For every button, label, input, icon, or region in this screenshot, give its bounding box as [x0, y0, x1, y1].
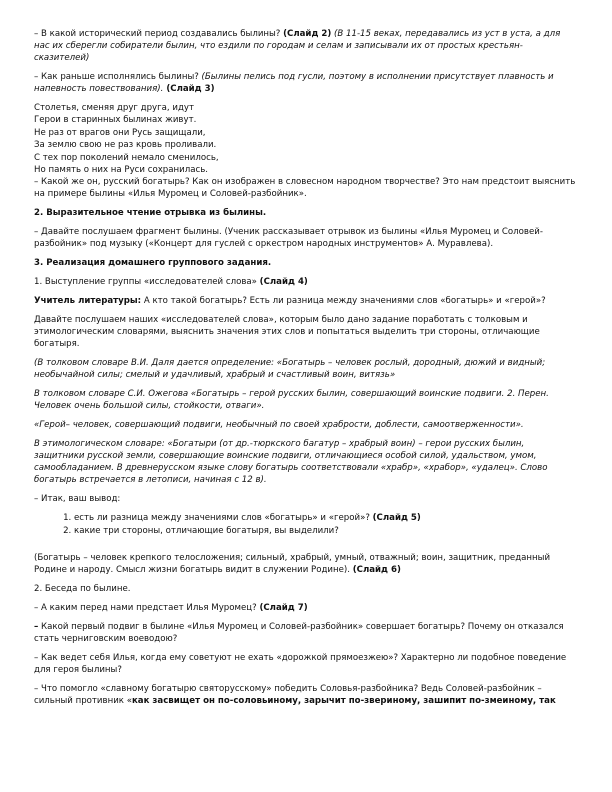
- paragraph-text: 2. Беседа по былине.: [34, 584, 131, 595]
- paragraph-first-feat: [34, 621, 576, 645]
- conclusion-list: [34, 512, 576, 537]
- paragraph-etymology-definition: В этимологическом словаре: «Богатыри (от др.-тюркского багатур – храбрый воин) – герои русских былин, защитники русской земли, совершающие воинские подвиги, отличающиеся особой силой, удальством, умом, самообладанием. В древнерусском языке слову богатырь соответствовали «храбр», «храбор», «удалец». Слово богатырь встречается в летописи, начиная с 12 в).: [34, 439, 548, 486]
- poem-line: С тех пор поколений немало сменилось,: [34, 152, 219, 163]
- list-item: [74, 512, 576, 524]
- paragraph-conclusion: [34, 493, 576, 505]
- paragraph-text: – Что помогло «славному богатырю святорусскому» победить Соловья-разбойника? Ведь Соловей-разбойник – сильный противник «: [34, 684, 542, 707]
- paragraph-text: – Давайте послушаем фрагмент былины. (Ученик рассказывает отрывок из былины «Илья Муромец и Соловей-разбойник» под музыку («Концерт для гуслей с оркестром народных инструментов» А. Муравлева).: [34, 227, 543, 250]
- paragraph-hero-definition: «Герой– человек, совершающий подвиги, необычный по своей храбрости, доблести, самоотверженности».: [34, 420, 524, 431]
- poem-line: За землю свою не раз кровь проливали.: [34, 140, 217, 151]
- paragraph-ilya-question: [34, 602, 576, 614]
- list-item: [74, 525, 576, 537]
- paragraph-text: – Как ведет себя Илья, когда ему советуют не ехать «дорожкой прямоезжею»? Характерно ли подобное поведение для героя былины?: [34, 653, 567, 676]
- poem: [34, 102, 576, 176]
- section-heading-expressive-reading: 2. Выразительное чтение отрывка из былины.: [34, 208, 267, 219]
- paragraph-text: Давайте послушаем наших «исследователей слова», которым было дано задание поработать с толковым и этимологическим словарями, выяснить значения этих слов и попытаться выделить три стороны, отличающие богатыря.: [34, 315, 540, 350]
- paragraph-performance: [34, 71, 576, 95]
- question-text: – В какой исторический период создавались былины?: [34, 29, 284, 39]
- paragraph-text: 1. Выступление группы «исследователей слова»: [34, 277, 260, 288]
- slide-reference: (Слайд 3): [163, 84, 215, 94]
- slide-reference: (Слайд 6): [352, 565, 401, 576]
- slide-reference: (Слайд 4): [259, 277, 308, 288]
- paragraph-teacher-question: [34, 295, 576, 307]
- paragraph-ozhegov-definition: В толковом словаре С.И. Ожегова «Богатырь – герой русских былин, совершающий воинские подвиги. 2. Перен. Человек очень большой силы, стойкости, отваги».: [34, 389, 549, 412]
- paragraph-text: – А каким перед нами предстает Илья Муромец?: [34, 603, 260, 614]
- document-page: [34, 28, 576, 707]
- paragraph-russian-bogatyr: [34, 176, 576, 200]
- paragraph-text: А кто такой богатырь? Есть ли разница между значениями слов «богатырь» и «герой»?: [141, 296, 546, 307]
- paragraph-nightingale-robber: [34, 683, 576, 707]
- paragraph-historical-period: [34, 28, 576, 64]
- paragraph-researchers-group: [34, 276, 576, 288]
- question-text: – Как раньше исполнялись былины?: [34, 72, 202, 82]
- paragraph-conversation-heading: [34, 583, 576, 595]
- slide-reference: (Слайд 2): [283, 29, 332, 39]
- answer-text: (Былины пелись под гусли, поэтому в исполнении присутствует плавность и напевность повествования).: [34, 72, 554, 94]
- paragraph-text: – Какой же он, русский богатырь? Как он изображен в словесном народном творчестве? Это нам предстоит выяснить на примере былины «Илья Муромец и Соловей-разбойник».: [34, 177, 576, 200]
- dash-marker: –: [34, 622, 39, 633]
- answer-text: (В 11-15 веках, передавались из уст в уста, а для нас их сберегли собиратели былин, что ездили по городам и селам и записывали их от простых крестьян-сказителей): [34, 29, 561, 63]
- paragraph-straight-road: [34, 652, 576, 676]
- paragraph-dal-definition: (В толковом словаре В.И. Даля дается определение: «Богатырь – человек рослый, дородный, дюжий и видный; необычайной силы; смелый и удачливый, храбрый и счастливый воин, витязь»: [34, 358, 546, 381]
- paragraph-listen-fragment: [34, 226, 576, 250]
- list-item-text: какие три стороны, отличающие богатыря, вы выделили?: [74, 525, 339, 536]
- slide-reference: (Слайд 7): [259, 603, 308, 614]
- poem-line: Не раз от врагов они Русь защищали,: [34, 127, 206, 138]
- paragraph-text: Какой первый подвиг в былине «Илья Муромец и Соловей-разбойник» совершает богатырь? Почему он отказался стать черниговским воеводою?: [34, 622, 564, 645]
- speaker-label: Учитель литературы:: [34, 296, 142, 307]
- paragraph-bogatyr-summary: [34, 552, 576, 576]
- section-heading-group-task: 3. Реализация домашнего группового задания.: [34, 258, 272, 269]
- paragraph-text: (Богатырь – человек крепкого телосложения; сильный, храбрый, умный, отважный; воин, защитник, преданный Родине и народу. Смысл жизни богатырь видит в служении Родине).: [34, 553, 551, 576]
- slide-reference: (Слайд 5): [372, 513, 421, 524]
- quote-bold: как засвищет он по-соловьиному, зарычит по-звериному, зашипит по-змеиному, так: [131, 696, 556, 707]
- list-item-text: есть ли разница между значениями слов «богатырь» и «герой»?: [74, 513, 373, 524]
- paragraph-word-researchers: [34, 314, 576, 350]
- poem-line: Но память о них на Руси сохранилась.: [34, 165, 209, 176]
- poem-line: Столетья, сменяя друг друга, идут: [34, 103, 195, 113]
- paragraph-text: – Итак, ваш вывод:: [34, 494, 121, 505]
- poem-line: Герои в старинных былинах живут.: [34, 115, 197, 126]
